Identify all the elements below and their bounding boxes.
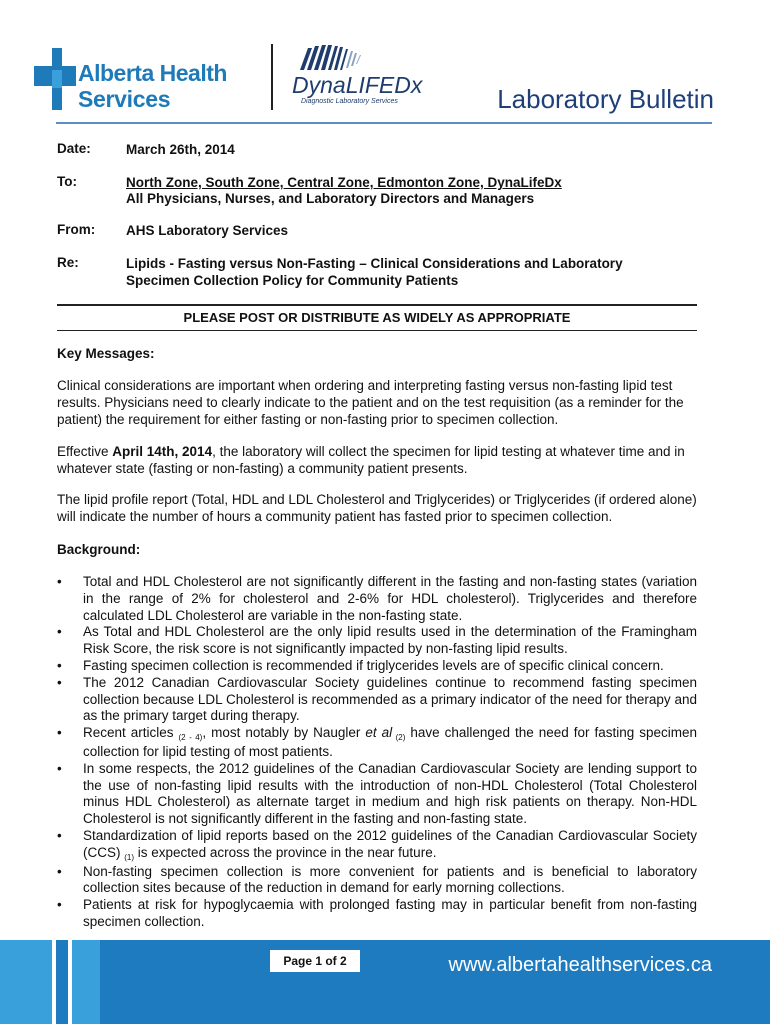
bullet-marker: • [57,725,62,741]
effective-prefix: Effective [57,444,113,459]
header-rule [56,122,712,124]
bulletin-title: Laboratory Bulletin [497,84,714,114]
bullet-marker: • [57,827,62,843]
bullet-marker: • [57,897,62,913]
from-label: From: [57,222,96,237]
bullet-text: Recent articles [83,725,179,741]
bullet-text: have challenged the need for fasting specimen collection for lipid testing of most patients. [83,725,698,759]
list-item [57,725,697,761]
bullet-text: Total and HDL Cholesterol are not significantly different in the fasting and non-fasting states (variation in the range of 2% for cholesterol and 2-6% for HDL cholesterol). Triglycerides and therefore calculated LDL Cholesterol are variable in the non-fasting state. [83,574,697,623]
footer-bar [0,940,770,1024]
from-value: AHS Laboratory Services [126,223,289,238]
bullet-text: Patients at risk for hypoglycaemia with prolonged fasting may in particular benefit from non-fasting specimen collection. [83,897,697,929]
list-item [57,828,697,864]
list-item [57,574,697,624]
to-recipients-staff: All Physicians, Nurses, and Laboratory Directors and Managers [126,191,535,206]
background-heading: Background: [57,542,141,557]
logo-divider [271,44,273,110]
list-item [57,675,697,725]
page-number: Page 1 of 2 [270,950,360,972]
ahs-name-line2: Services [78,86,171,112]
date-label: Date: [57,141,91,156]
footer-website-link[interactable]: www.albertahealthservices.ca [448,954,712,976]
bullet-text: , most notably by Naugler [202,725,366,741]
bullet-text: is expected across the province in the near future. [134,844,437,860]
bullet-text: Fasting specimen collection is recommended if triglycerides levels are of specific clinical concern. [83,657,664,673]
bullet-text: Standardization of lipid reports based on the 2012 guidelines of the Canadian Cardiovascular Society (CCS) [83,827,697,860]
list-item [57,624,697,658]
bullet-marker: • [57,863,62,879]
bullet-marker: • [57,624,62,640]
effective-rest: , the laboratory will collect the specimen for lipid testing at whatever time and in whatever state (fasting or non-fasting) a community patient presents. [57,444,685,476]
background-list [57,574,697,931]
reference-mark: (1) [124,852,135,862]
et-al: et al [365,725,393,741]
bullet-marker: • [57,760,62,776]
reference-mark: (2) [392,733,406,743]
key-message-paragraph-1: Clinical considerations are important when ordering and interpreting fasting versus non-fasting lipid test results. Physicians need to clearly indicate to the patient and on the test requisition (as a reminder for the patient) the requirement for either fasting or non-fasting prior to specimen collection. [57,378,684,427]
dynalife-name: DynaLIFEDx [292,72,423,98]
key-message-paragraph-2 [57,444,697,478]
list-item [57,897,697,931]
ahs-name-line1: Alberta Health [78,60,227,86]
footer-cross-mark [34,940,104,1024]
effective-date: April 14th, 2014 [112,444,213,459]
bullet-marker: • [57,657,62,673]
list-item [57,761,697,828]
bullet-text: As Total and HDL Cholesterol are the only lipid results used in the determination of the Framingham Risk Score, the risk score is not significantly impacted by non-fasting lipid results. [83,624,697,657]
reference-mark: (2 - 4) [178,733,203,743]
key-messages-heading: Key Messages: [57,346,155,361]
to-label: To: [57,174,77,189]
bullet-text: In some respects, the 2012 guidelines of the Canadian Cardiovascular Society are lending support to the use of non-fasting lipid results with the introduction of non-HDL Cholesterol (Total Cholesterol minus HDL Cholesterol) as alternate target in medium and high risk patients on therapy. Non-HDL Cholesterol is not significantly different in the fasting and non-fasting state. [83,760,697,827]
re-label: Re: [57,255,79,270]
dynalife-tagline: Diagnostic Laboratory Services [301,98,398,105]
bullet-marker: • [57,674,62,690]
re-subject: Lipids - Fasting versus Non-Fasting – Clinical Considerations and Laboratory Specimen Collection Policy for Community Patients [126,256,623,288]
bullet-text: Non-fasting specimen collection is more convenient for patients and is beneficial to laboratory collection sites because of the reduction in demand for early morning collections. [83,863,697,896]
list-item [57,658,697,675]
key-message-paragraph-3: The lipid profile report (Total, HDL and LDL Cholesterol and Triglycerides) or Triglycerides (if ordered alone) will indicate the number of hours a community patient has fasted prior to specimen collection. [57,492,697,524]
to-recipients-zones: North Zone, South Zone, Central Zone, Edmonton Zone, DynaLifeDx [126,175,562,190]
bullet-marker: • [57,574,62,589]
date-value: March 26th, 2014 [126,142,235,157]
list-item [57,864,697,898]
distribution-banner: PLEASE POST OR DISTRIBUTE AS WIDELY AS APPROPRIATE [57,304,697,331]
bullet-text: The 2012 Canadian Cardiovascular Society guidelines continue to recommend fasting specimen collection because LDL Cholesterol is recommended as a primary indicator of the need for therapy and as the primary target during therapy. [83,674,697,724]
